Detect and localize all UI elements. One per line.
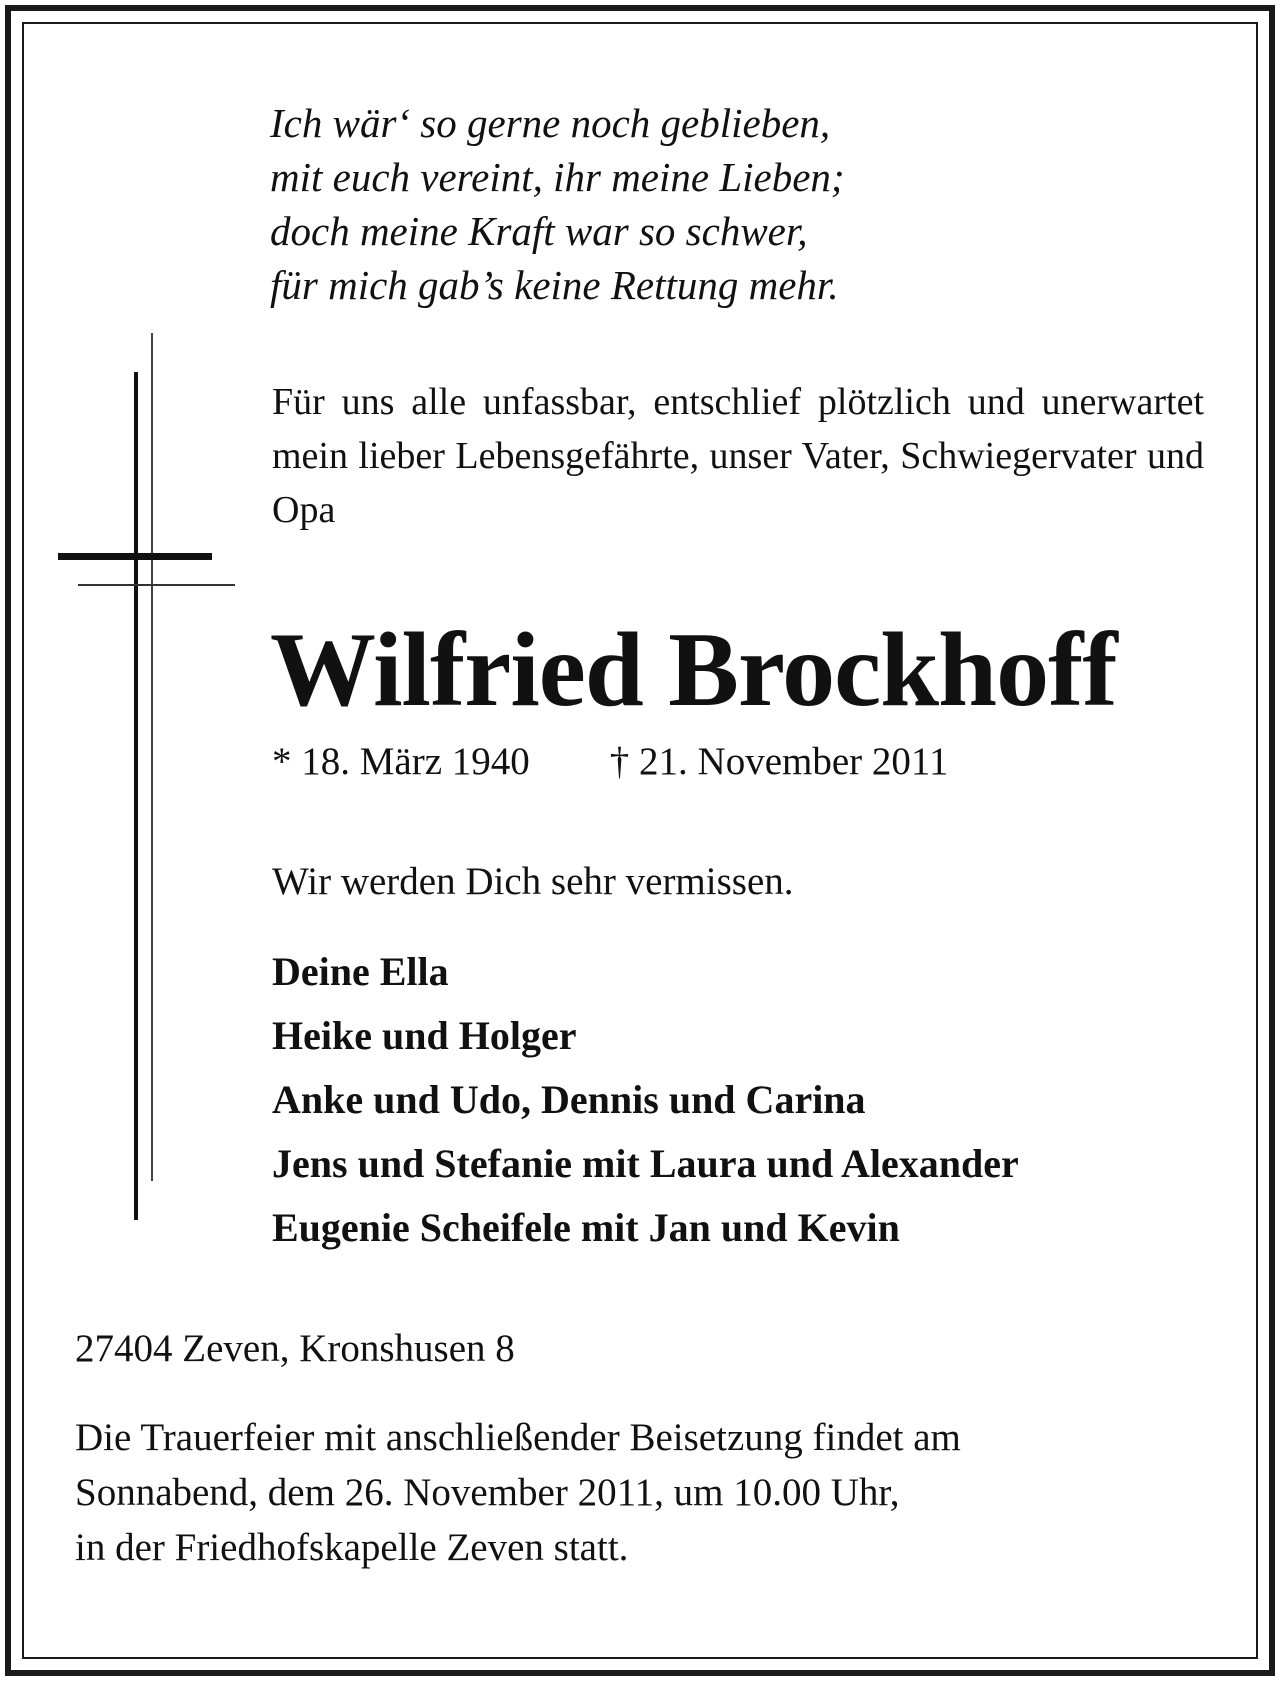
mourner-entry: Anke und Udo, Dennis und Carina — [272, 1077, 866, 1122]
address: 27404 Zeven, Kronshusen 8 — [75, 1327, 515, 1370]
birth-date: * 18. März 1940 — [272, 740, 530, 783]
death-date: † 21. November 2011 — [609, 740, 949, 783]
mourner-entry: Eugenie Scheifele mit Jan und Kevin — [272, 1205, 900, 1250]
cross-horizontal-thin-line — [78, 584, 235, 586]
mourner-entry: Jens und Stefanie mit Laura und Alexander — [272, 1141, 1019, 1186]
intro-text: Für uns alle unfassbar, entschlief plötzlich und unerwartet mein lieber Lebensgefährte, unser Vater, Schwiegervater und Opa — [272, 381, 1204, 531]
poem-line: mit euch vereint, ihr meine Lieben; — [270, 154, 845, 200]
life-dates — [272, 735, 948, 789]
deceased-name: Wilfried Brockhoff — [270, 611, 1117, 728]
cross-horizontal-thick-line — [58, 553, 212, 560]
farewell-text: Wir werden Dich sehr vermissen. — [272, 860, 794, 903]
service-line: Die Trauerfeier mit anschließender Beisetzung findet am — [75, 1416, 961, 1459]
cross-vertical-thin-line — [151, 333, 153, 1181]
mourner-entry: Deine Ella — [272, 949, 449, 994]
poem-line: für mich gab’s keine Rettung mehr. — [270, 262, 839, 308]
poem — [270, 96, 845, 312]
service-line: Sonnabend, dem 26. November 2011, um 10.00 Uhr, — [75, 1471, 900, 1514]
poem-line: Ich wär‘ so gerne noch geblieben, — [270, 100, 831, 146]
poem-line: doch meine Kraft war so schwer, — [270, 208, 808, 254]
service-info — [75, 1410, 961, 1575]
mourners-list — [272, 940, 1019, 1260]
service-line: in der Friedhofskapelle Zeven statt. — [75, 1526, 629, 1569]
cross-vertical-thick-line — [134, 372, 138, 1220]
mourner-entry: Heike und Holger — [272, 1013, 577, 1058]
